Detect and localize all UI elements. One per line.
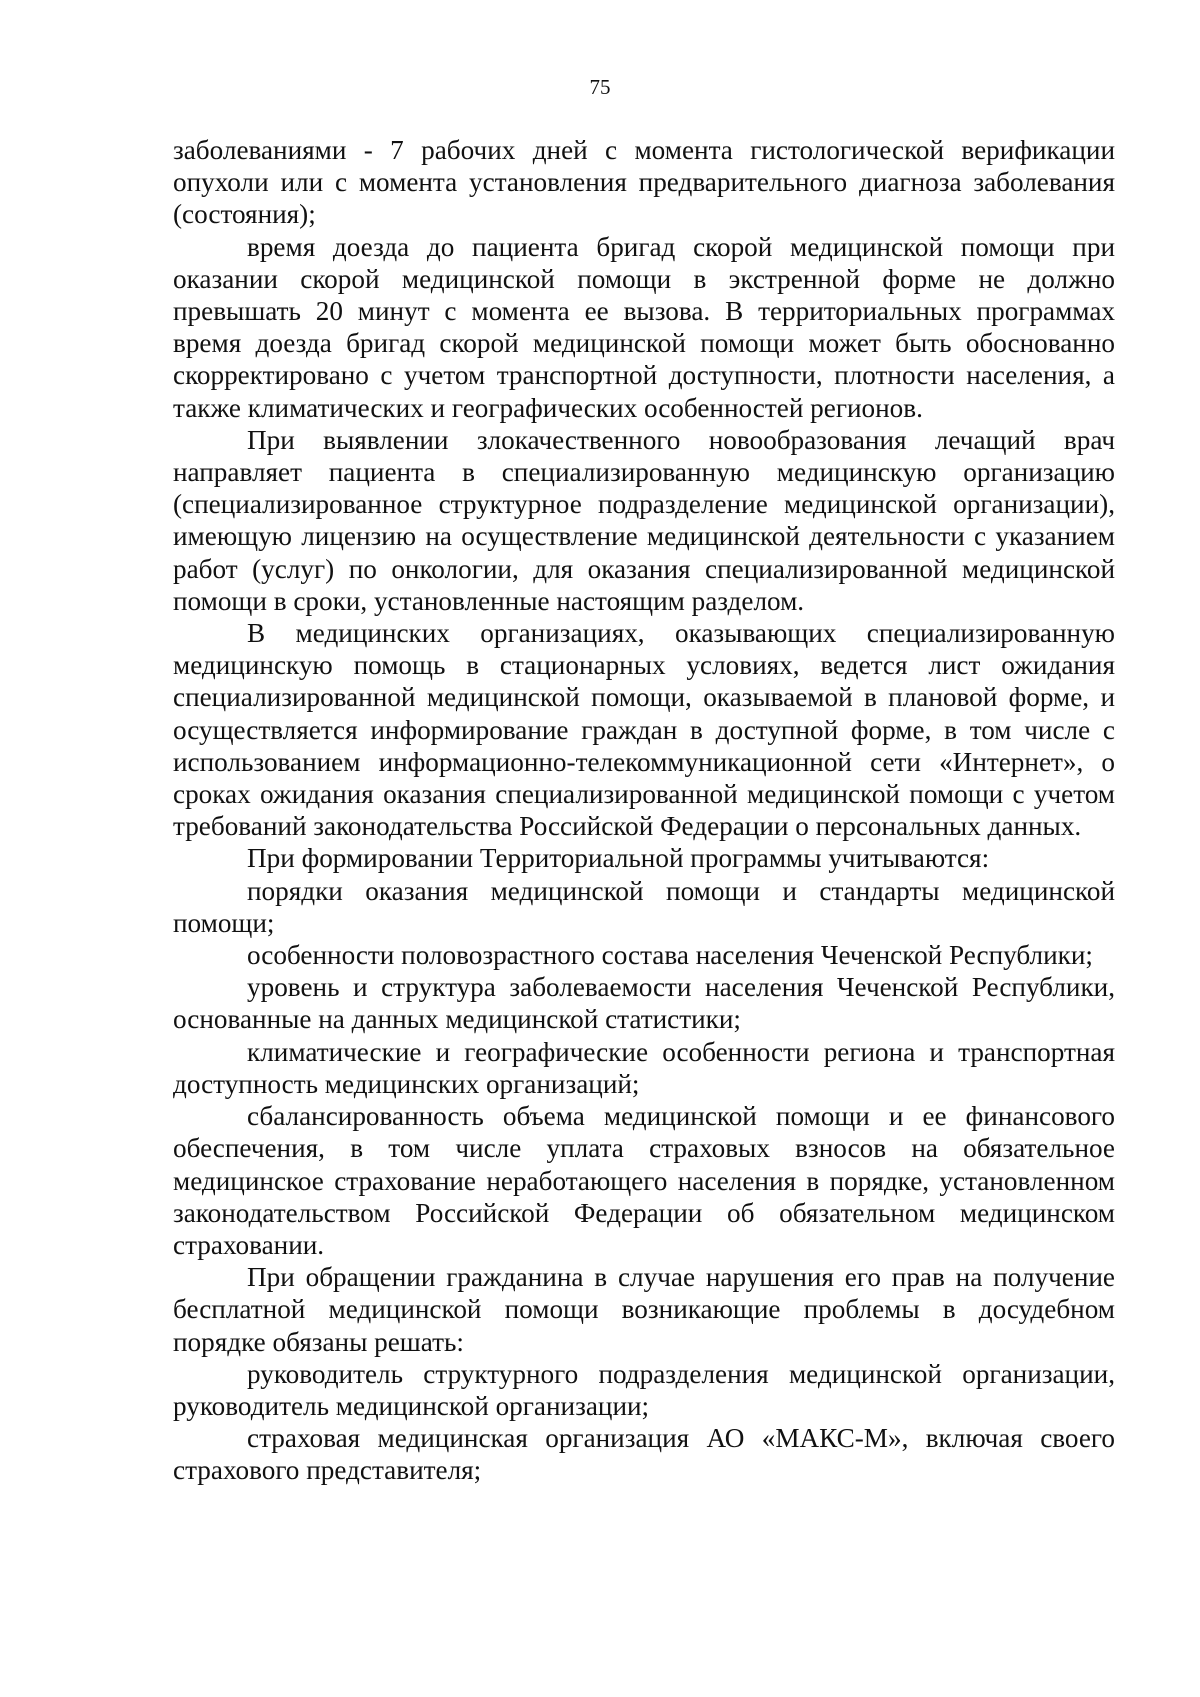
paragraph: климатические и географические особенности региона и транспортная доступность медицинских организаций; [173,1036,1115,1099]
paragraph: время доезда до пациента бригад скорой медицинской помощи при оказании скорой медицинской помощи в экстренной форме не должно превышать 20 минут с момента ее вызова. В территориальных программах время доезда бригад скорой медицинской помощи может быть обоснованно скорректировано с учетом транспортной доступности, плотности населения, а также климатических и географических особенностей регионов. [173,231,1115,423]
paragraph: заболеваниями - 7 рабочих дней с момента гистологической верификации опухоли или с момента установления предварительного диагноза заболевания (состояния); [173,135,1115,230]
paragraph: порядки оказания медицинской помощи и стандарты медицинской помощи; [173,875,1115,938]
paragraph: уровень и структура заболеваемости населения Чеченской Республики, основанные на данных медицинской статистики; [173,972,1115,1035]
paragraph: При формировании Территориальной программы учитываются: [247,843,990,874]
paragraph: При выявлении злокачественного новообразования лечащий врач направляет пациента в специализированную медицинскую организацию (специализированное структурное подразделение медицинской организации), имеющую лицензию на осуществление медицинской деятельности с указанием работ (услуг) по онкологии, для оказания специализированной медицинской помощи в сроки, установленные настоящим разделом. [173,424,1115,616]
page-number: 75 [589,75,611,99]
paragraph: При обращении гражданина в случае нарушения его прав на получение бесплатной медицинской помощи возникающие проблемы в досудебном порядке обязаны решать: [173,1262,1115,1357]
paragraph: руководитель структурного подразделения медицинской организации, руководитель медицинской организации; [173,1358,1115,1421]
paragraph: сбалансированность объема медицинской помощи и ее финансового обеспечения, в том числе уплата страховых взносов на обязательное медицинское страхование неработающего населения в порядке, установленном законодательством Российской Федерации об обязательном медицинском страховании. [173,1101,1115,1260]
document-body [173,134,1115,1487]
paragraph: особенности половозрастного состава населения Чеченской Республики; [247,940,1093,971]
paragraph: страховая медицинская организация АО «МАКС-М», включая своего страхового представителя; [173,1423,1115,1486]
paragraph: В медицинских организациях, оказывающих специализированную медицинскую помощь в стационарных условиях, ведется лист ожидания специализированной медицинской помощи, оказываемой в плановой форме, и осуществляется информирование граждан в доступной форме, в том числе с использованием информационно-телекоммуникационной сети «Интернет», о сроках ожидания оказания специализированной медицинской помощи с учетом требований законодательства Российской Федерации о персональных данных. [173,618,1115,842]
